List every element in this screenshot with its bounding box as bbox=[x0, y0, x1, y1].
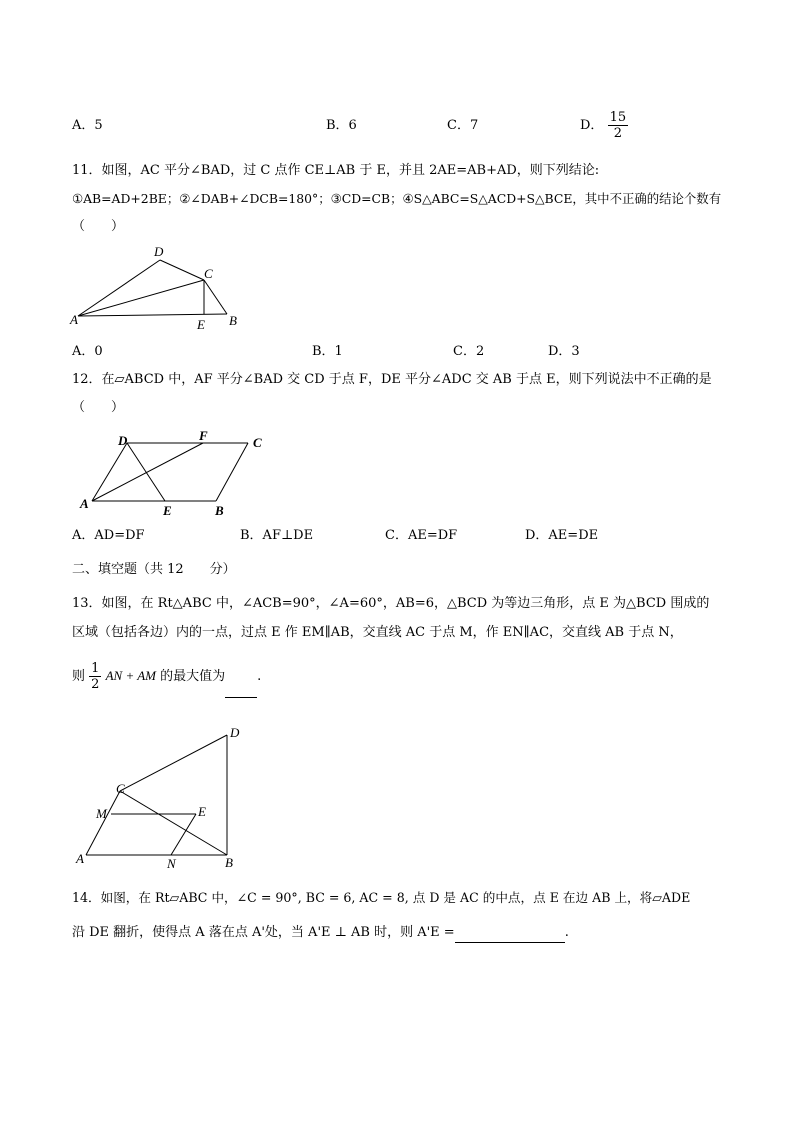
fraction-denominator: 2 bbox=[613, 126, 622, 141]
q13-fraction bbox=[89, 661, 101, 692]
section-title: 二、填空题（共 12 分） bbox=[72, 562, 236, 577]
label-e: E bbox=[198, 804, 206, 819]
q11-figure bbox=[70, 240, 260, 335]
q10-option-d-fraction bbox=[608, 110, 629, 141]
q11-option-d: D．3 bbox=[548, 344, 580, 359]
q10-option-a: A．5 bbox=[72, 118, 103, 133]
q13-stem-line1: 13．如图，在 Rt△ABC 中，∠ACB=90°，∠A=60°，AB=6，△BCD 为等边三角形，点 E 为△BCD 围成的 bbox=[72, 596, 710, 611]
label-c: C bbox=[204, 266, 213, 281]
q12-option-c: C．AE=DF bbox=[385, 528, 458, 543]
fraction-numerator: 1 bbox=[91, 661, 100, 676]
segment-ac bbox=[86, 791, 120, 855]
label-a: A bbox=[70, 312, 78, 327]
label-n: N bbox=[167, 856, 176, 871]
segment-af bbox=[92, 443, 203, 501]
segment-de bbox=[127, 443, 165, 501]
label-c: C bbox=[116, 781, 125, 796]
segment-ac bbox=[78, 280, 204, 316]
q12-answer-bracket: （ ） bbox=[72, 400, 125, 415]
answer-blank[interactable] bbox=[455, 924, 565, 943]
q14-stem-line1: 14．如图，在 Rt▱ABC 中，∠C = 90°, BC = 6, AC = 8, 点 D 是 AC 的中点，点 E 在边 AB 上，将▱ADE bbox=[72, 890, 691, 905]
label-e: E bbox=[163, 503, 172, 518]
label-b: B bbox=[225, 855, 233, 870]
fraction-denominator: 2 bbox=[91, 677, 100, 692]
label-d: D bbox=[118, 433, 128, 448]
segment-dc bbox=[160, 260, 204, 280]
q11-stem-line1: 11．如图，AC 平分∠BAD，过 C 点作 CE⊥AB 于 E，并且 2AE=AB+AD，则下列结论: bbox=[72, 163, 600, 178]
q11-stem-line2: ①AB=AD+2BE；②∠DAB+∠DCB=180°；③CD=CB；④S△ABC=S△ACD+S△BCE，其中不正确的结论个数有 bbox=[72, 191, 722, 206]
q11-option-c: C．2 bbox=[453, 344, 485, 359]
q11-option-b: B．1 bbox=[312, 344, 343, 359]
segment-cb bbox=[120, 791, 227, 855]
q14-stem-line2 bbox=[72, 924, 569, 943]
q10-option-c: C．7 bbox=[447, 118, 479, 133]
q13-stem-line2: 区域（包括各边）内的一点，过点 E 作 EM∥AB，交直线 AC 于点 M，作 EN∥AC，交直线 AB 于点 N， bbox=[72, 625, 683, 640]
q13-figure bbox=[72, 722, 252, 872]
label-f: F bbox=[199, 428, 208, 443]
q12-figure bbox=[76, 426, 276, 521]
q10-option-b: B．6 bbox=[326, 118, 357, 133]
label-b: B bbox=[229, 313, 237, 328]
q13-expression: AN + AM bbox=[105, 668, 156, 683]
q13-prefix: 则 bbox=[72, 669, 86, 684]
fraction-numerator: 15 bbox=[609, 110, 627, 125]
label-a: A bbox=[76, 851, 84, 866]
label-m: M bbox=[96, 806, 107, 821]
q13-stem-line3 bbox=[72, 656, 261, 698]
q12-option-d: D．AE=DE bbox=[525, 528, 599, 543]
segment-cb bbox=[204, 280, 227, 314]
label-b: B bbox=[215, 503, 224, 518]
q12-option-b: B．AF⊥DE bbox=[240, 528, 314, 543]
segment-ad bbox=[78, 260, 160, 316]
answer-blank[interactable] bbox=[225, 657, 257, 698]
segment-ab bbox=[78, 314, 227, 316]
q14-text: 沿 DE 翻折，使得点 A 落在点 A'处，当 A'E ⊥ AB 时，则 A'E = bbox=[72, 925, 455, 940]
q10-option-d-label: D． bbox=[580, 118, 604, 133]
q12-option-a: A．AD=DF bbox=[72, 528, 145, 543]
q13-end: . bbox=[257, 669, 262, 684]
q11-option-a: A．0 bbox=[72, 344, 103, 359]
q10-option-d bbox=[580, 106, 628, 146]
label-a: A bbox=[80, 496, 89, 511]
label-d: D bbox=[230, 725, 240, 740]
label-d: D bbox=[154, 244, 164, 259]
label-c: C bbox=[253, 435, 262, 450]
q13-suffix: 的最大值为 bbox=[160, 669, 226, 684]
q12-stem-line1: 12．在▱ABCD 中，AF 平分∠BAD 交 CD 于点 F，DE 平分∠ADC 交 AB 于点 E，则下列说法中不正确的是 bbox=[72, 372, 712, 387]
segment-cb bbox=[216, 443, 248, 501]
q11-answer-bracket: （ ） bbox=[72, 219, 125, 234]
segment-cd bbox=[120, 735, 227, 791]
label-e: E bbox=[197, 317, 205, 332]
q14-end: . bbox=[564, 925, 569, 940]
